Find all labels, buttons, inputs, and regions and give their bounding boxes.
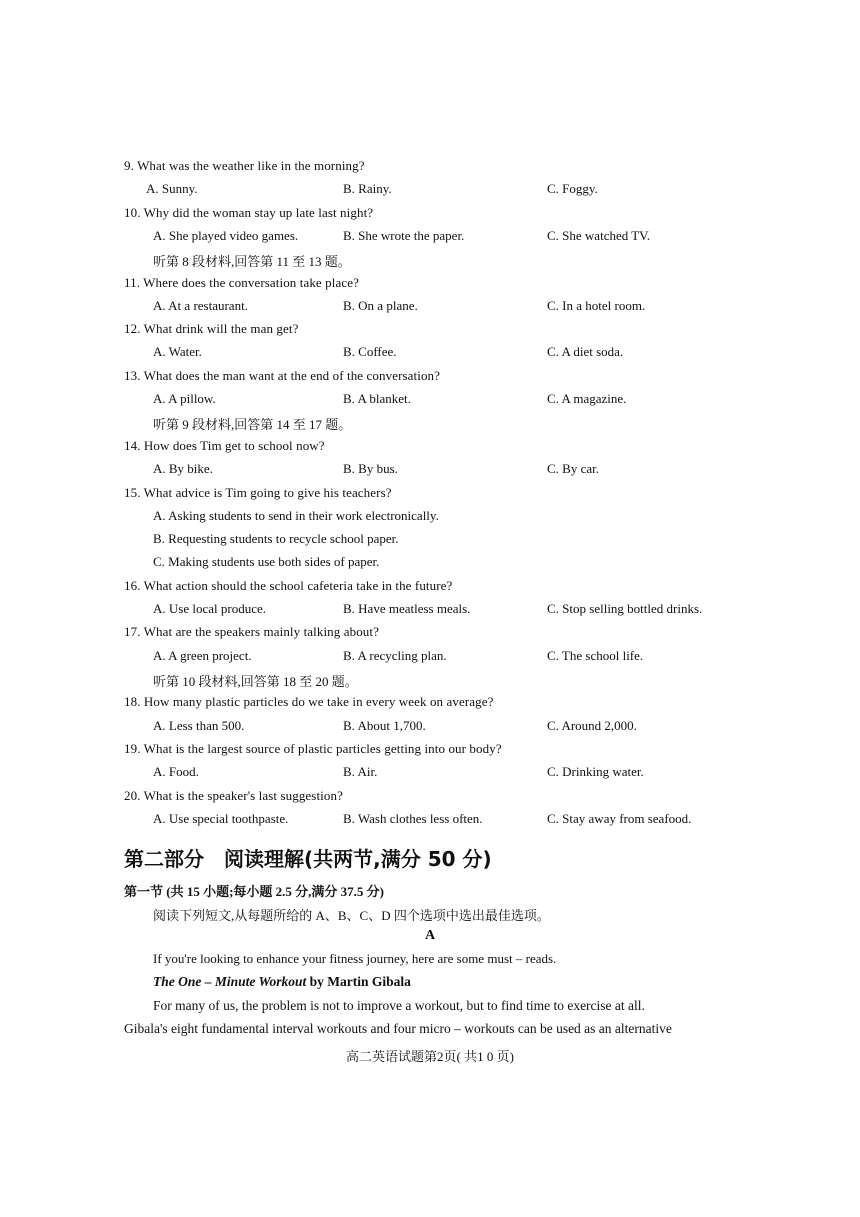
page-footer: 高二英语试题第2页( 共1 0 页) xyxy=(346,1049,514,1064)
q12-option-a: A. Water. xyxy=(153,344,202,359)
q18-option-a: A. Less than 500. xyxy=(153,718,245,733)
question-9: 9. What was the weather like in the morning? xyxy=(124,158,365,173)
passage-letter: A xyxy=(424,928,436,943)
q9-option-c: C. Foggy. xyxy=(547,181,598,196)
q19-option-a: A. Food. xyxy=(153,764,199,779)
q9-option-a: A. Sunny. xyxy=(146,181,198,196)
question-13: 13. What does the man want at the end of the conversation? xyxy=(124,368,441,383)
q18-option-c: C. Around 2,000. xyxy=(547,718,637,733)
q14-option-a: A. By bike. xyxy=(153,461,213,476)
question-15: 15. What advice is Tim going to give his teachers? xyxy=(124,485,392,500)
q13-option-a: A. A pillow. xyxy=(153,391,216,406)
part-two-heading: 第二部分 阅读理解(共两节,满分 50 分) xyxy=(124,847,492,871)
q11-option-a: A. At a restaurant. xyxy=(153,298,248,313)
q16-option-c: C. Stop selling bottled drinks. xyxy=(547,601,703,616)
question-16: 16. What action should the school cafeteria take in the future? xyxy=(124,578,453,593)
listening-note-10: 听第 10 段材料,回答第 18 至 20 题。 xyxy=(153,674,358,689)
q16-option-a: A. Use local produce. xyxy=(153,601,266,616)
question-17: 17. What are the speakers mainly talking about? xyxy=(124,624,379,639)
q15-option-b: B. Requesting students to recycle school paper. xyxy=(153,531,399,546)
q17-option-a: A. A green project. xyxy=(153,648,252,663)
q20-option-b: B. Wash clothes less often. xyxy=(343,811,483,826)
q16-option-b: B. Have meatless meals. xyxy=(343,601,471,616)
q19-option-c: C. Drinking water. xyxy=(547,764,644,779)
q10-option-a: A. She played video games. xyxy=(153,228,299,243)
q18-option-b: B. About 1,700. xyxy=(343,718,426,733)
question-10: 10. Why did the woman stay up late last night? xyxy=(124,205,374,220)
question-18: 18. How many plastic particles do we take in every week on average? xyxy=(124,694,494,709)
q17-option-c: C. The school life. xyxy=(547,648,644,663)
reading-instruction: 阅读下列短文,从每题所给的 A、B、C、D 四个选项中选出最佳选项。 xyxy=(153,908,550,923)
q15-option-c: C. Making students use both sides of paper. xyxy=(153,554,380,569)
q13-option-b: B. A blanket. xyxy=(343,391,411,406)
section-one-heading: 第一节 (共 15 小题;每小题 2.5 分,满分 37.5 分) xyxy=(124,884,384,899)
q11-option-c: C. In a hotel room. xyxy=(547,298,646,313)
listening-note-8: 听第 8 段材料,回答第 11 至 13 题。 xyxy=(153,254,351,269)
question-11: 11. Where does the conversation take place? xyxy=(124,275,359,290)
passage-intro: If you're looking to enhance your fitness journey, here are some must – reads. xyxy=(153,951,557,966)
book-heading xyxy=(153,974,411,990)
q15-option-a: A. Asking students to send in their work electronically. xyxy=(153,508,439,523)
q14-option-b: B. By bus. xyxy=(343,461,398,476)
listening-note-9: 听第 9 段材料,回答第 14 至 17 题。 xyxy=(153,417,352,432)
q10-option-b: B. She wrote the paper. xyxy=(343,228,465,243)
q14-option-c: C. By car. xyxy=(547,461,599,476)
question-20: 20. What is the speaker's last suggestion? xyxy=(124,788,343,803)
q20-option-a: A. Use special toothpaste. xyxy=(153,811,289,826)
q19-option-b: B. Air. xyxy=(343,764,378,779)
question-14: 14. How does Tim get to school now? xyxy=(124,438,325,453)
question-12: 12. What drink will the man get? xyxy=(124,321,299,336)
book-title: The One – Minute Workout xyxy=(153,974,307,989)
paragraph-line-1: For many of us, the problem is not to improve a workout, but to find time to exercise at all. xyxy=(153,998,645,1013)
q20-option-c: C. Stay away from seafood. xyxy=(547,811,692,826)
book-author: by Martin Gibala xyxy=(306,974,411,989)
q10-option-c: C. She watched TV. xyxy=(547,228,651,243)
q11-option-b: B. On a plane. xyxy=(343,298,418,313)
q17-option-b: B. A recycling plan. xyxy=(343,648,447,663)
q13-option-c: C. A magazine. xyxy=(547,391,627,406)
q12-option-b: B. Coffee. xyxy=(343,344,397,359)
paragraph-line-2: Gibala's eight fundamental interval workouts and four micro – workouts can be used as an alternative xyxy=(124,1021,672,1036)
q9-option-b: B. Rainy. xyxy=(343,181,392,196)
q12-option-c: C. A diet soda. xyxy=(547,344,624,359)
question-19: 19. What is the largest source of plastic particles getting into our body? xyxy=(124,741,502,756)
